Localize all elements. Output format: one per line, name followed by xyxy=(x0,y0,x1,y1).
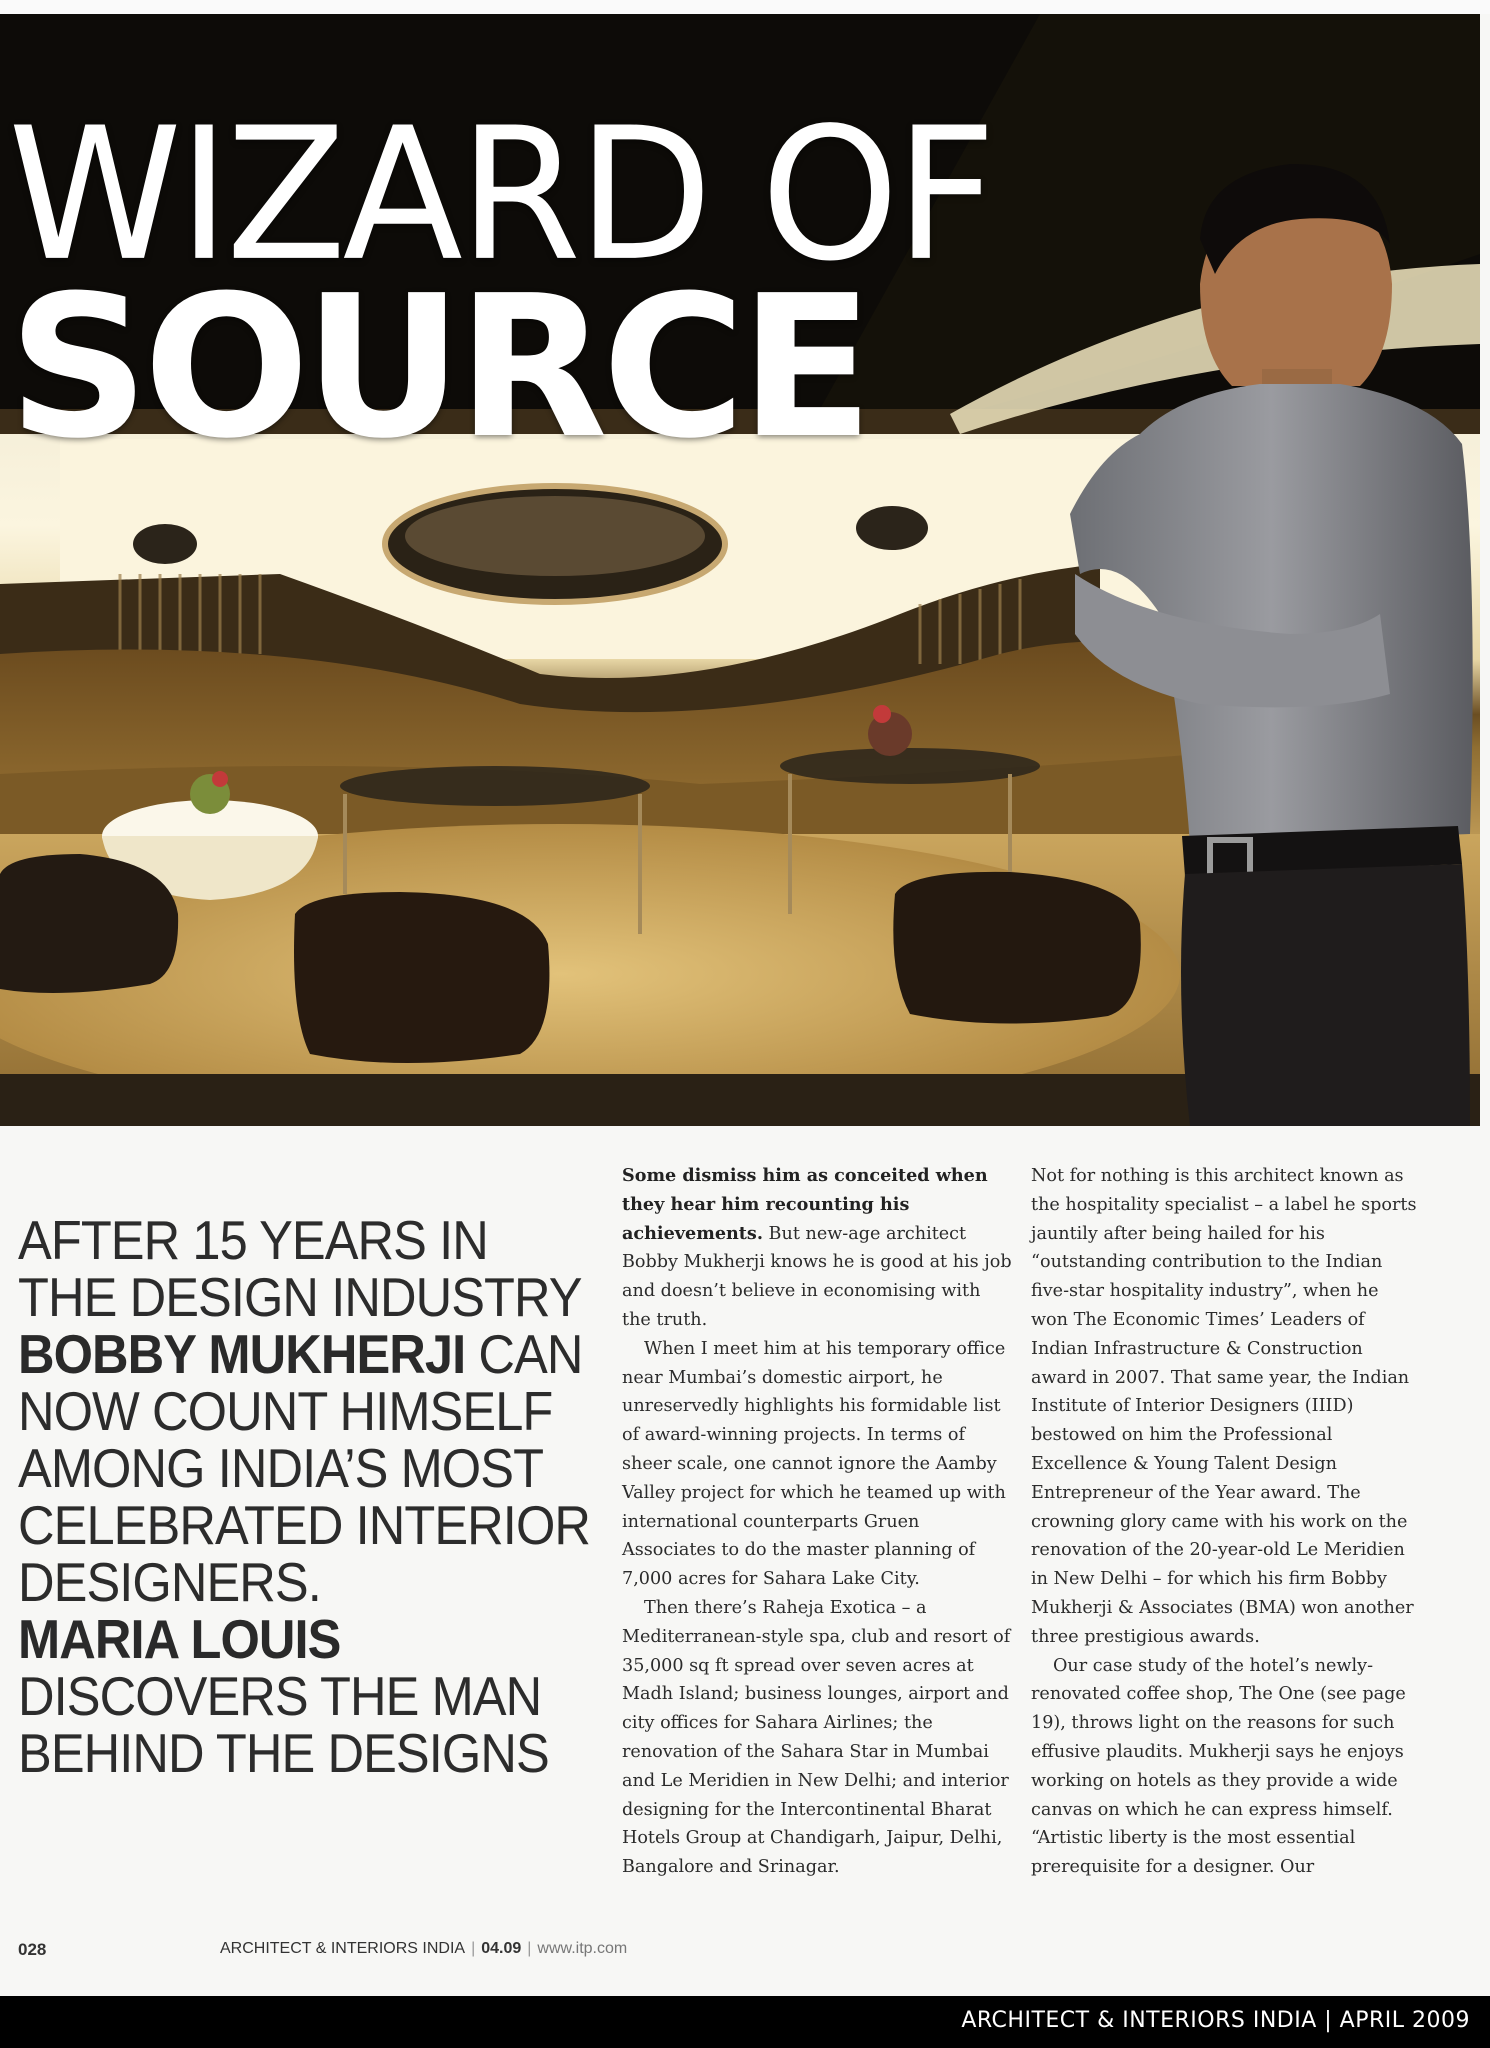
standfirst-line: DESIGNERS. xyxy=(18,1551,321,1613)
standfirst-line: BEHIND THE DESIGNS xyxy=(18,1722,549,1784)
standfirst-fragment: CAN xyxy=(465,1323,583,1385)
paragraph: Not for nothing is this architect known as the hospitality specialist – a label he sports jauntily after being hailed for his “outstanding contribution to the Indian five-star hospitality industry”, when he won The Economic Times’ Leaders of Indian Infrastructure & Construction award in 2007. That same year, the Indian Institute of Interior Designers (IIID) bestowed on him the Professional Excellence & Young Talent Design Entrepreneur of the Year award. The crowning glory came with his work on the renovation of the 20-year-old Le Meridien in New Delhi – for which his firm Bobby Mukherji & Associates (BMA) won another three prestigious awards. xyxy=(1031,1166,1417,1647)
body-column-1 xyxy=(622,1162,1012,1882)
standfirst-line xyxy=(18,1323,583,1385)
standfirst-line: AMONG INDIA’S MOST xyxy=(18,1437,544,1499)
folio: ARCHITECT & INTERIORS INDIA | 04.09 | www.itp.com xyxy=(220,1940,628,1957)
publication-name: ARCHITECT & INTERIORS INDIA xyxy=(220,1940,466,1957)
body-column-2 xyxy=(1031,1162,1421,1882)
page-number: 028 xyxy=(18,1940,47,1959)
paragraph: Our case study of the hotel’s newly-renovated coffee shop, The One (see page 19), throws light on the reasons for such effusive plaudits. Mukherji says he enjoys working on hotels as they provide a wide canvas on which he can express himself. “Artistic liberty is the most essential prerequisite for a designer. Our xyxy=(1031,1655,1406,1878)
headline-line-1: WIZARD OF xyxy=(8,88,993,302)
standfirst xyxy=(18,1209,591,1784)
strip-caption: ARCHITECT & INTERIORS INDIA | APRIL 2009 xyxy=(961,2008,1470,2033)
paragraph: When I meet him at his temporary office near Mumbai’s domestic airport, he unreservedly highlights his formidable list of award-winning projects. In terms of sheer scale, one cannot ignore the Aamby Valley project for which he teamed up with international counterparts Gruen Associates to do the master planning of 7,000 acres for Sahara Lake City. xyxy=(622,1338,1006,1590)
standfirst-line: NOW COUNT HIMSELF xyxy=(18,1380,553,1442)
paragraph: Then there’s Raheja Exotica – a Mediterranean-style spa, club and resort of 35,000 sq ft spread over seven acres at Madh Island; business lounges, airport and city offices for Sahara Airlines; the renovation of the Sahara Star in Mumbai and Le Meridien in New Delhi; and interior designing for the Intercontinental Bharat Hotels Group at Chandigarh, Jaipur, Delhi, Bangalore and Srinagar. xyxy=(622,1597,1011,1878)
article-headline xyxy=(8,88,993,482)
paragraph xyxy=(622,1162,1012,1335)
designer-name: BOBBY MUKHERJI xyxy=(18,1323,466,1385)
author-name: MARIA LOUIS xyxy=(18,1608,341,1670)
headline-line-2: SOURCE xyxy=(8,254,868,482)
bottom-strip xyxy=(0,1996,1490,2048)
hero-photo xyxy=(0,14,1480,1126)
website-url: www.itp.com xyxy=(537,1940,628,1957)
paragraph-text: But new-age architect Bobby Mukherji knows he is good at his job and doesn’t believe in economising with the truth. xyxy=(622,1223,1012,1330)
standfirst-line: THE DESIGN INDUSTRY xyxy=(18,1266,582,1328)
lead-in: Some dismiss him as conceited when they hear him recounting his achievements. xyxy=(622,1165,988,1244)
top-margin xyxy=(0,0,1490,14)
issue-number: 04.09 xyxy=(481,1940,522,1957)
standfirst-line: CELEBRATED INTERIOR xyxy=(18,1494,591,1556)
standfirst-line: AFTER 15 YEARS IN xyxy=(18,1209,488,1271)
standfirst-line: DISCOVERS THE MAN xyxy=(18,1665,542,1727)
